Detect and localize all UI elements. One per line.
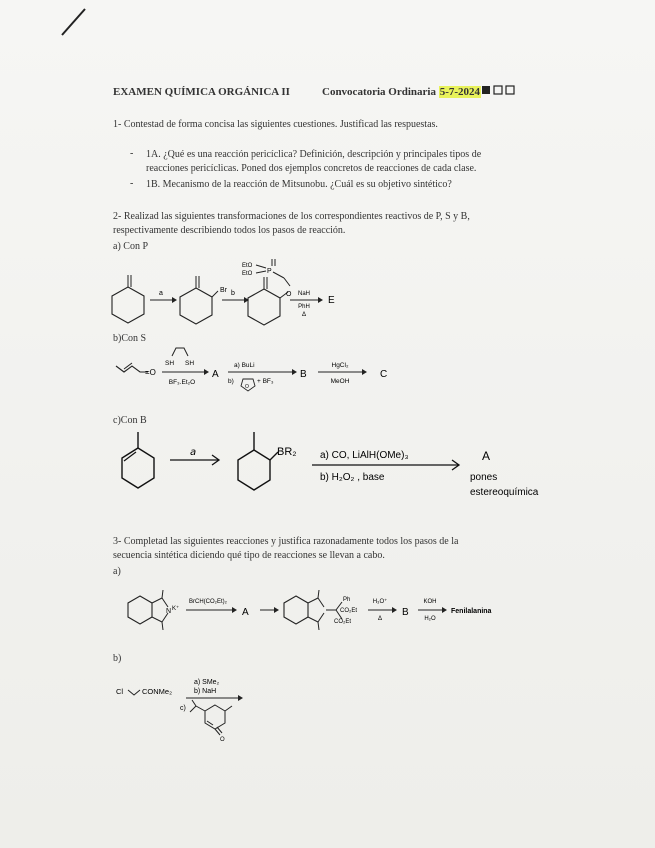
exam-date: 5-7-2024 xyxy=(439,86,481,98)
bullet: - xyxy=(130,148,134,159)
q2b-c: C xyxy=(380,369,388,380)
q2b-r2b: + BF₃ xyxy=(257,378,274,385)
session-label: Convocatoria Ordinaria xyxy=(322,86,436,98)
q2c-step-a: a xyxy=(190,447,197,458)
q3b-conme2: CONMe₂ xyxy=(142,687,172,696)
q2b-a: A xyxy=(212,369,219,380)
q2b-epoxide-o: O xyxy=(245,384,249,390)
q2c-label: c)Con B xyxy=(113,415,147,426)
q3-title-line1: 3- Completad las siguientes reacciones y justifica razonadamente todos los pasos de la xyxy=(113,536,459,547)
q2a-reagent1: NaH xyxy=(297,291,311,297)
q1a-line2: reacciones pericíclicas. Poned dos ejemplos concretos de reacciones de cada clase. xyxy=(146,163,477,174)
bullet: - xyxy=(130,178,134,189)
q3a-co2et1: CO₂Et xyxy=(340,608,357,614)
q3a-ph: Ph xyxy=(343,597,351,603)
q2a-step-a: a xyxy=(159,290,163,297)
q3a-reagent: BrCH(CO₂Et)₂ xyxy=(189,599,227,605)
q3a-product: Fenilalanina xyxy=(451,608,492,615)
q2b-sh2: SH xyxy=(185,360,195,367)
q3b-cl: Cl xyxy=(116,687,124,696)
q2b-b: B xyxy=(300,369,307,380)
q2c-a: A xyxy=(482,449,491,463)
q2a-step-b: b xyxy=(231,290,235,297)
q3a-k: K⁺ xyxy=(172,606,180,612)
q2a-p: P xyxy=(267,268,272,275)
q2b-label: b)Con S xyxy=(113,333,147,344)
q3b-r2: b) NaH xyxy=(194,688,217,695)
q1-title: 1- Contestad de forma concisa las siguientes cuestiones. Justificad las respuestas. xyxy=(113,119,438,130)
q2a-br: Br xyxy=(220,287,227,294)
q2a-heat: Δ xyxy=(301,312,307,318)
q2c-br2: BR₂ xyxy=(277,446,297,458)
q3b-r3: c) xyxy=(180,705,186,712)
q3b-label: b) xyxy=(113,653,122,664)
q3a-n: N xyxy=(166,608,172,615)
q2b-aldehyde-o: =O xyxy=(145,368,156,377)
q2a-eto1: EtO xyxy=(242,263,253,269)
q2c-hand2: b) H₂O₂ , base xyxy=(320,472,385,483)
q2c-hand1: a) CO, LiAlH(OMe)₃ xyxy=(320,450,409,461)
q2a-ester-o: O xyxy=(286,291,292,298)
q2c-note2: estereoquímica xyxy=(470,487,539,498)
q2b-bf3: BF₃.Et₂O xyxy=(168,379,196,386)
q3a-b: B xyxy=(402,607,409,618)
q2b-r2: b) xyxy=(228,378,234,385)
q1a-line1: 1A. ¿Qué es una reacción pericíclica? Definición, descripción y principales tipos de xyxy=(146,149,482,160)
q2b-meoh: MeOH xyxy=(330,378,350,385)
exam-title: EXAMEN QUÍMICA ORGÁNICA II xyxy=(113,86,290,98)
q2b-r1: a) BuLi xyxy=(234,362,255,369)
q2a-eto2: EtO xyxy=(242,271,253,277)
q3a-h3o: H₃O⁺ xyxy=(372,599,388,605)
q2a-label: a) Con P xyxy=(113,241,148,252)
q2-title-line1: 2- Realizad las siguientes transformaciones de los correspondientes reactivos de P, S y B, xyxy=(113,211,470,222)
q3-title-line2: secuencia sintética diciendo qué tipo de reacciones se llevan a cabo. xyxy=(113,550,385,561)
q3b-ketone-o: O xyxy=(220,737,225,743)
q2b-hg: HgCl₂ xyxy=(331,362,349,369)
q1b-text: 1B. Mecanismo de la reacción de Mitsunobu. ¿Cuál es su objetivo sintético? xyxy=(146,179,452,190)
q3b-r1: a) SMe₂ xyxy=(194,679,220,686)
q2a-reagent2: PhH xyxy=(298,304,310,310)
q3a-h2o: H₂O xyxy=(424,616,436,622)
q3a-a: A xyxy=(242,607,249,618)
q2b-sh1: SH xyxy=(165,360,175,367)
q2-title-line2: respectivamente describiendo todos los pasos de reacción. xyxy=(113,225,346,236)
q3a-heat: Δ xyxy=(377,616,383,622)
q2c-note1: pones xyxy=(470,472,498,483)
q3a-co2et2: CO₂Et xyxy=(334,619,351,625)
q2a-product: E xyxy=(328,295,335,306)
q3a-label: a) xyxy=(113,566,121,577)
q3a-koh: KOH xyxy=(423,599,437,605)
